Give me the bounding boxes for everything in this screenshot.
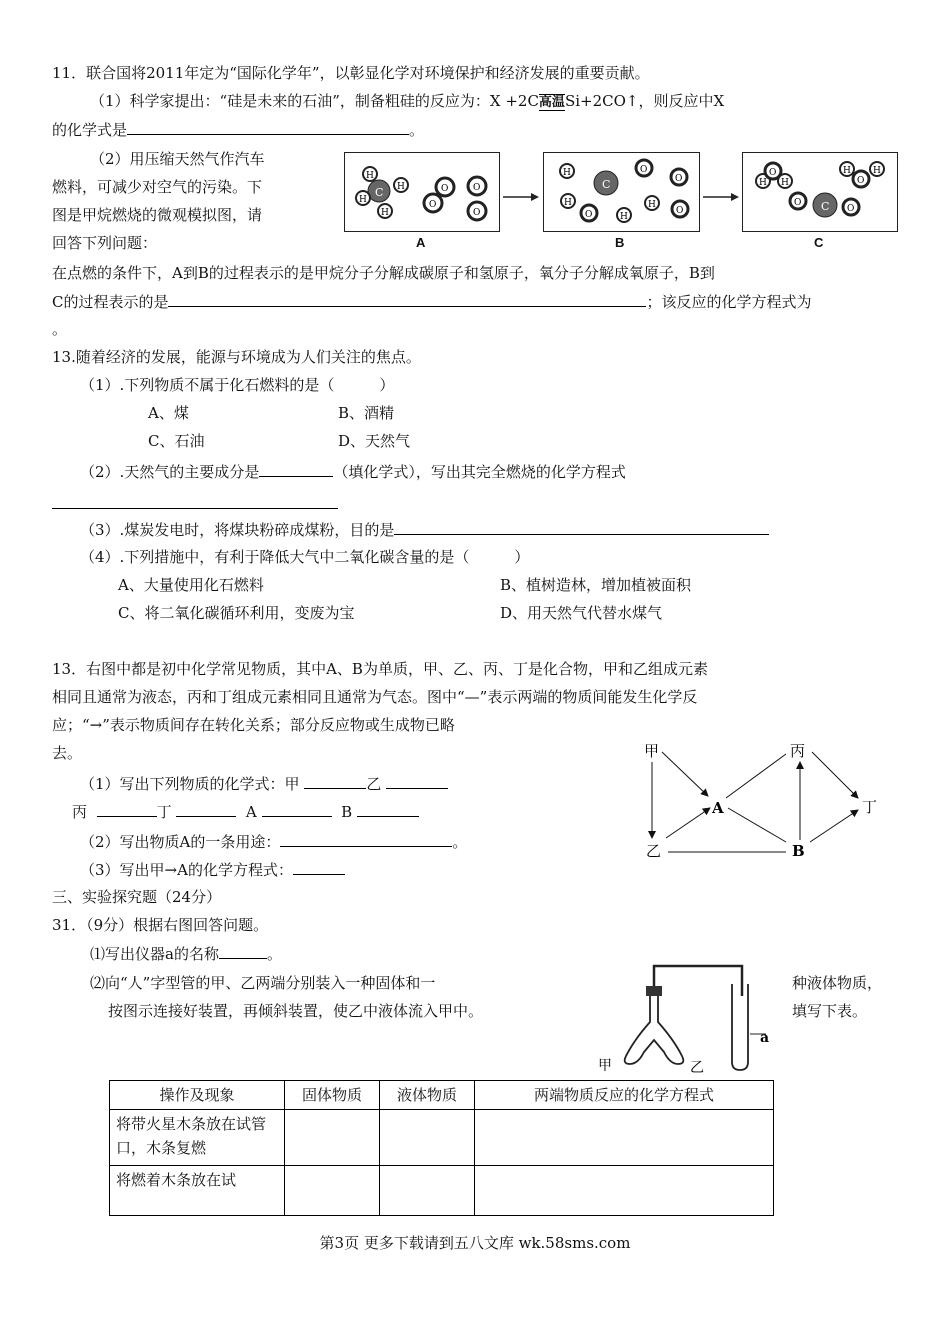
option-a: A、煤 [148, 404, 189, 422]
q13a-s4: （4）.下列措施中，有利于降低大气中二氧化碳含量的是（ ） [80, 548, 530, 566]
table-cell[interactable] [475, 1110, 774, 1166]
svg-text:O: O [769, 168, 777, 178]
label-a: A [416, 235, 426, 250]
q13b-line1: 13．右图中都是初中化学常见物质，其中A、B为单质，甲、乙、丙、丁是化合物，甲和乙组成元素 [52, 660, 708, 678]
header-cell: 操作及现象 [110, 1081, 285, 1110]
section-3-title: 三、实验探究题（24分） [52, 888, 222, 906]
q11-desc3: 。 [52, 320, 68, 338]
svg-text:O: O [441, 184, 449, 194]
svg-text:H: H [564, 198, 572, 208]
svg-text:H: H [359, 195, 367, 205]
svg-text:H: H [381, 208, 389, 218]
q11-part2-line2: 燃料，可减少对空气的污染。下 [52, 178, 263, 196]
q11-part2-line1: （2）用压缩天然气作汽车 [90, 150, 265, 168]
q11-part1: （1）科学家提出：“硅是未来的石油”，制备粗硅的反应为：X +2C高温Si+2CO↑，则反应中X [90, 92, 725, 110]
blank-a[interactable] [262, 800, 332, 817]
answer-blank[interactable] [127, 118, 409, 135]
svg-text:C: C [821, 200, 830, 213]
table-cell: 将带火星木条放在试管口，木条复燃 [110, 1110, 285, 1166]
svg-text:O: O [794, 198, 802, 208]
arrow-a-b [503, 188, 539, 206]
relation-diagram [640, 738, 900, 863]
answer-line[interactable] [52, 508, 338, 509]
svg-text:O: O [473, 208, 481, 218]
node-b: B [792, 842, 805, 860]
svg-text:O: O [640, 165, 648, 175]
box-c [742, 152, 898, 232]
table-cell[interactable] [285, 1166, 380, 1216]
page-footer: 第3页 更多下载请到五八文库 wk.58sms.com [319, 1234, 631, 1252]
node-yi: 乙 [646, 842, 662, 860]
q13b-s3: （3）写出甲→A的化学方程式： [80, 858, 345, 881]
svg-text:H: H [781, 178, 789, 188]
header-cell: 液体物质 [380, 1081, 475, 1110]
q13b-line2: 相同且通常为液态，丙和丁组成元素相同且通常为气态。图中“—”表示两端的物质间能发生化学反 [52, 688, 698, 706]
option-d: D、用天然气代替水煤气 [500, 604, 663, 622]
answer-blank[interactable] [219, 942, 267, 959]
q13b-s1: （1）写出下列物质的化学式：甲 乙 [80, 772, 448, 795]
label-yi: 乙 [690, 1060, 704, 1075]
table-row [110, 1110, 774, 1166]
box-b [543, 152, 700, 232]
q31-stem: 31．（9分）根据右图回答问题。 [52, 916, 269, 934]
svg-text:H: H [366, 171, 374, 181]
svg-text:O: O [676, 206, 684, 216]
blank-jia[interactable] [304, 772, 366, 789]
answer-blank[interactable] [394, 518, 769, 535]
node-a: A [712, 799, 724, 817]
option-a: A、大量使用化石燃料 [118, 576, 264, 594]
svg-text:H: H [648, 200, 656, 210]
answer-table [109, 1080, 774, 1216]
svg-text:H: H [563, 168, 571, 178]
answer-blank[interactable] [168, 290, 646, 307]
table-header-row [110, 1081, 774, 1110]
node-jia: 甲 [644, 742, 660, 760]
table-cell[interactable] [380, 1110, 475, 1166]
svg-text:H: H [397, 182, 405, 192]
q11-part2-line4: 回答下列问题： [52, 234, 158, 252]
option-c: C、石油 [148, 432, 205, 450]
svg-text:O: O [847, 204, 855, 214]
q31-s2-c: 按图示连接好装置，再倾斜装置，使乙中液体流入甲中。 [108, 1002, 484, 1020]
svg-text:O: O [473, 183, 481, 193]
table-cell[interactable] [380, 1166, 475, 1216]
node-ding: 丁 [862, 798, 878, 816]
svg-text:H: H [873, 166, 881, 176]
q31-s1: ⑴写出仪器a的名称 。 [90, 942, 282, 965]
blank-bing[interactable] [97, 800, 157, 817]
svg-text:O: O [675, 174, 683, 184]
table-cell[interactable] [285, 1110, 380, 1166]
q13b-s2: （2）写出物质A的一条用途： 。 [80, 830, 467, 853]
header-cell: 固体物质 [285, 1081, 380, 1110]
table-cell[interactable] [475, 1166, 774, 1216]
svg-text:H: H [843, 166, 851, 176]
q13b-line4: 去。 [52, 744, 83, 762]
blank-ding[interactable] [176, 800, 236, 817]
q31-s2-a: ⑵向“人”字型管的甲、乙两端分别装入一种固体和一 [90, 974, 436, 992]
option-b: B、酒精 [338, 404, 395, 422]
svg-text:O: O [585, 210, 593, 220]
answer-blank[interactable] [280, 830, 452, 847]
table-row [110, 1166, 774, 1216]
q11-stem: 11．联合国将2011年定为“国际化学年”，以彰显化学对环境保护和经济发展的重要贡献。 [52, 64, 650, 82]
apparatus-diagram [594, 960, 784, 1075]
box-a [344, 152, 500, 232]
option-c: C、将二氧化碳循环利用，变废为宝 [118, 604, 355, 622]
svg-text:O: O [429, 200, 437, 210]
table-cell: 将燃着木条放在试 [110, 1166, 285, 1216]
label-jia: 甲 [598, 1058, 612, 1074]
q13a-s2: （2）.天然气的主要成分是 （填化学式），写出其完全燃烧的化学方程式 [80, 460, 626, 483]
q13a-s1: （1）.下列物质不属于化石燃料的是（ ） [80, 376, 395, 394]
blank-b[interactable] [357, 800, 419, 817]
blank-yi[interactable] [386, 772, 448, 789]
node-bing: 丙 [790, 742, 806, 760]
option-b: B、植树造林，增加植被面积 [500, 576, 692, 594]
svg-text:H: H [620, 212, 628, 222]
q13a-stem: 13.随着经济的发展，能源与环境成为人们关注的焦点。 [52, 348, 421, 366]
q31-s2-d: 填写下表。 [792, 1002, 868, 1020]
q11-desc: 在点燃的条件下，A到B的过程表示的是甲烷分子分解成碳原子和氢原子，氧分子分解成氧原子，B到 [52, 264, 715, 282]
label-b: B [615, 235, 625, 250]
q13b-line3: 应；“→”表示物质间存在转化关系；部分反应物或生成物已略 [52, 716, 455, 734]
header-cell: 两端物质反应的化学方程式 [475, 1081, 774, 1110]
svg-text:C: C [602, 178, 611, 191]
arrow-b-c [703, 188, 739, 206]
answer-blank[interactable] [293, 858, 345, 875]
q13a-s3: （3）.煤炭发电时，将煤块粉碎成煤粉，目的是 [80, 518, 769, 541]
q11-part1-answer: 的化学式是 。 [52, 118, 424, 141]
label-a: a [760, 1030, 770, 1046]
reaction-condition: 高温 [538, 95, 565, 110]
q31-s2-b: 种液体物质， [792, 974, 883, 992]
label-c: C [814, 235, 824, 250]
answer-blank[interactable] [259, 460, 333, 477]
q13b-s1b: 丙 丁 A B [72, 800, 419, 823]
option-d: D、天然气 [338, 432, 411, 450]
svg-text:H: H [759, 178, 767, 188]
q11-part2-line3: 图是甲烷燃烧的微观模拟图，请 [52, 206, 263, 224]
svg-text:O: O [857, 176, 865, 186]
svg-text:C: C [375, 186, 384, 199]
q11-desc2: C的过程表示的是 ；该反应的化学方程式为 [52, 290, 812, 313]
